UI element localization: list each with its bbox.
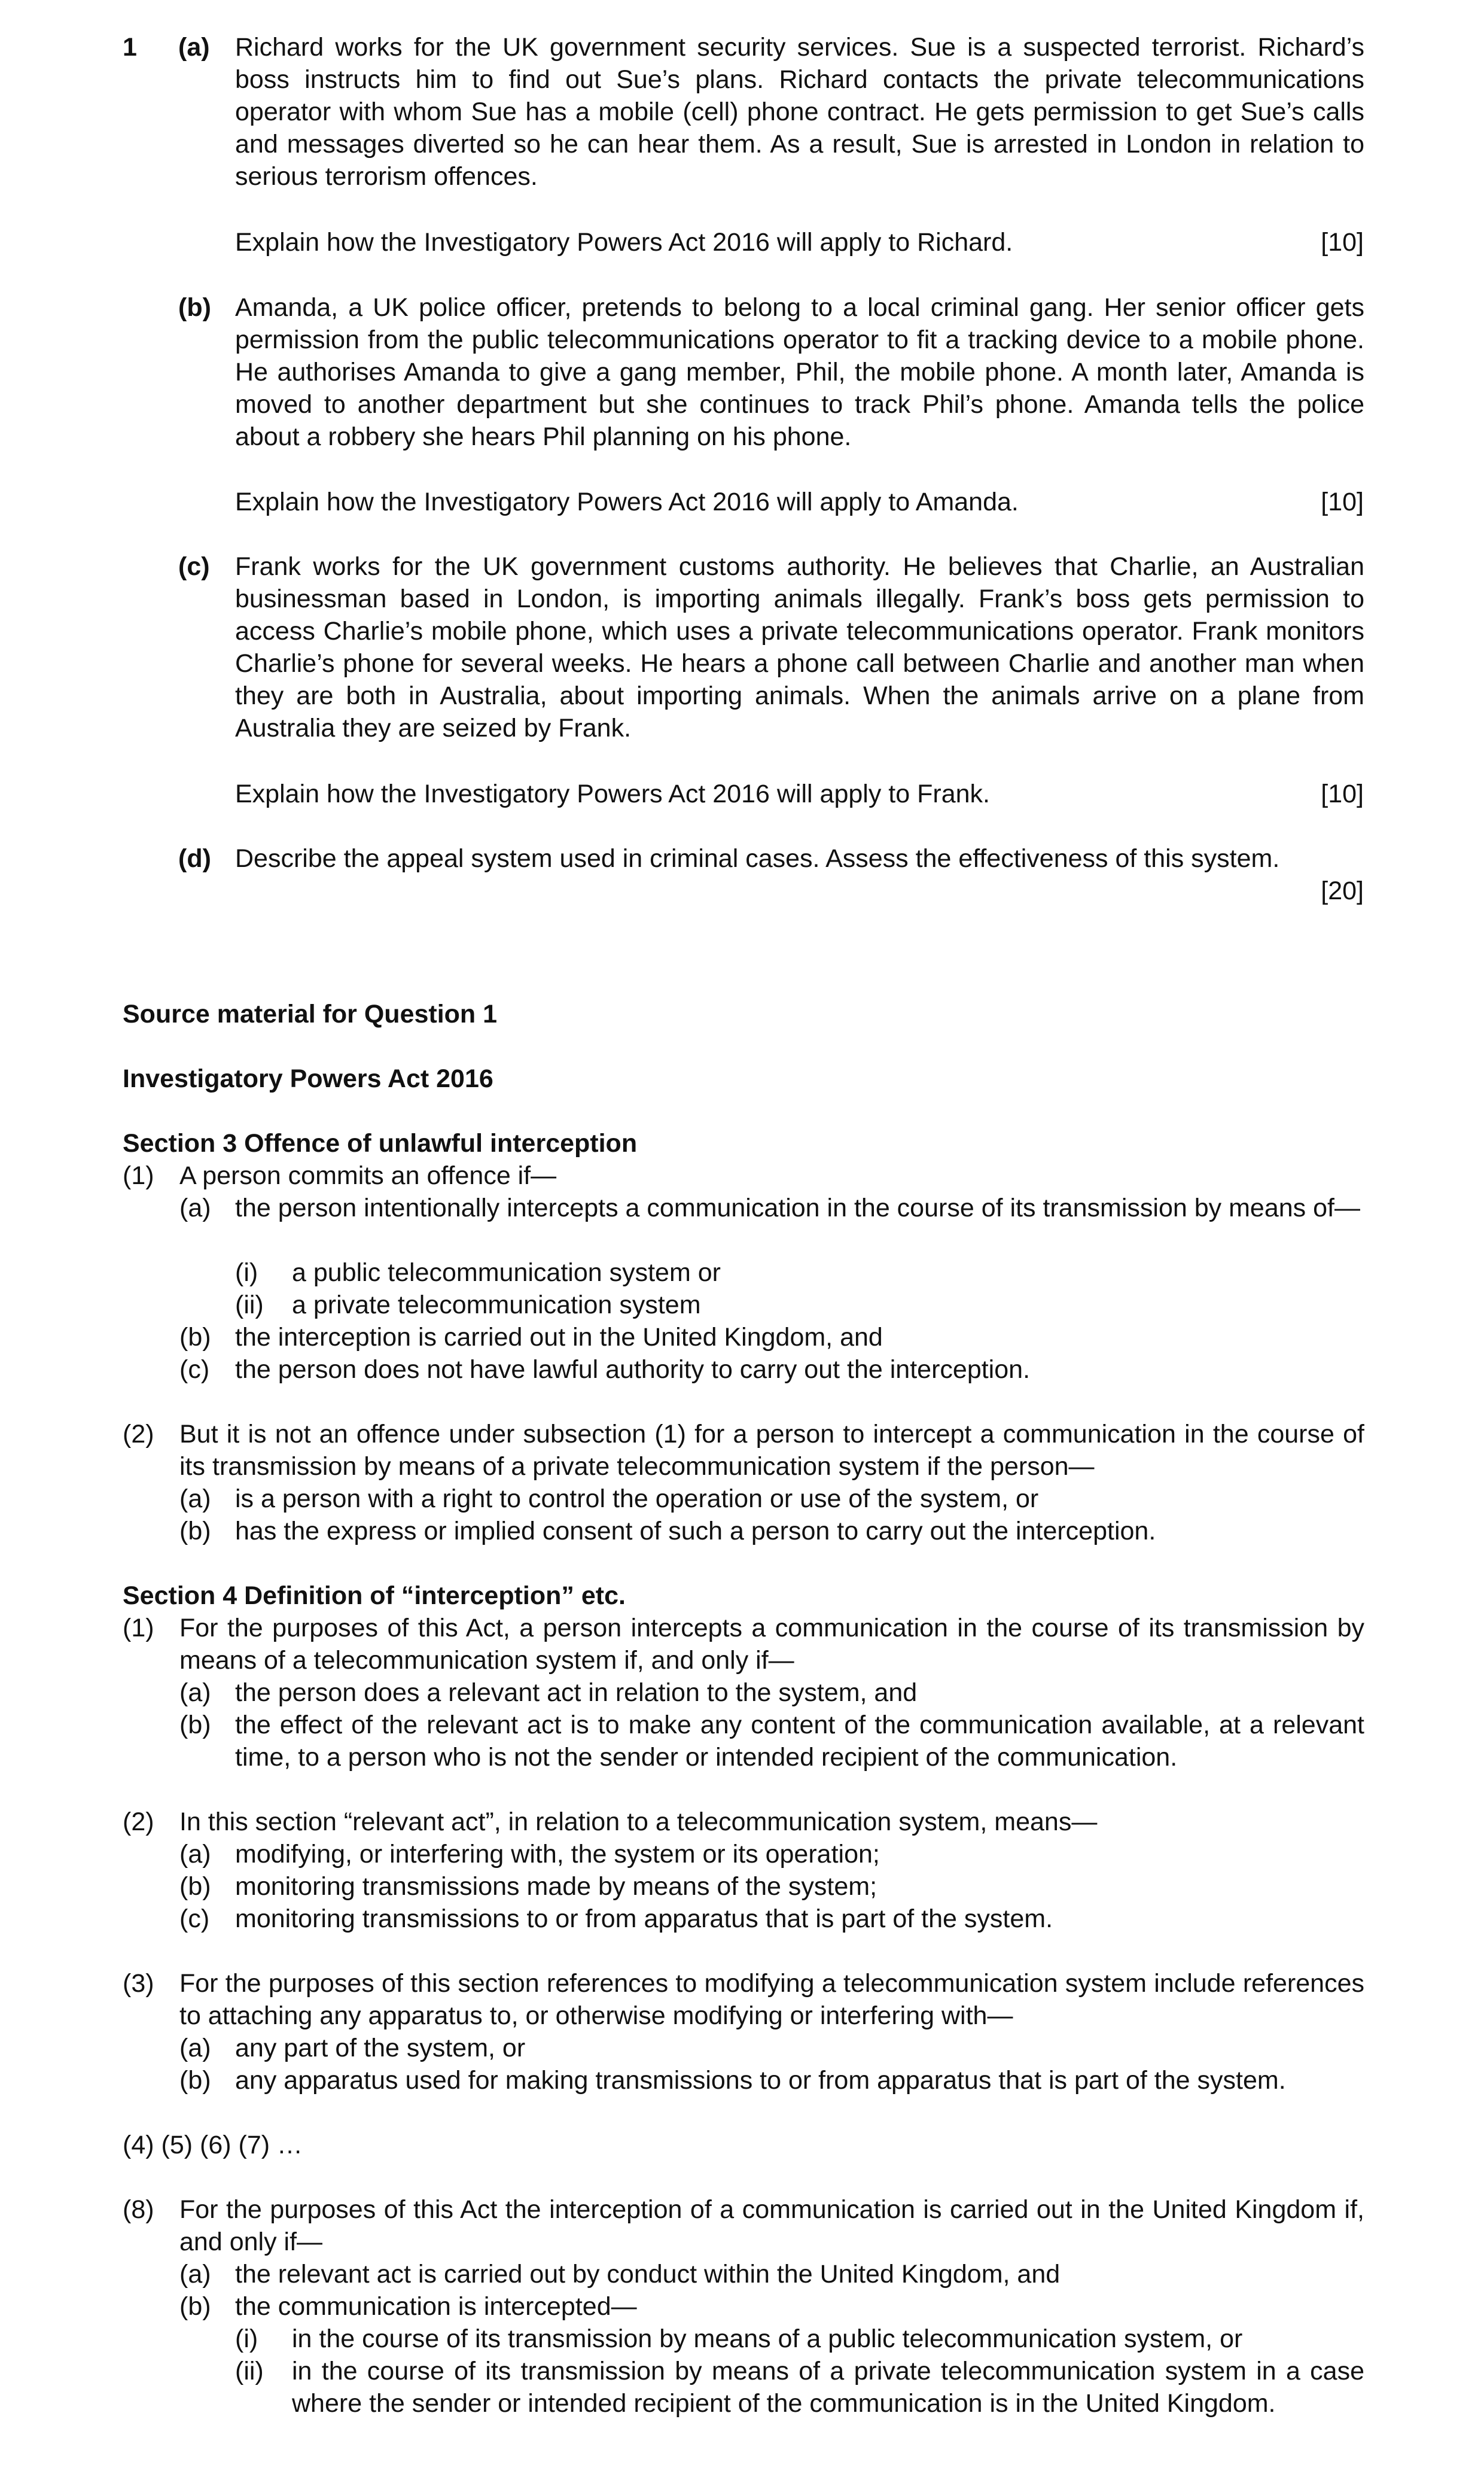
source-heading: Source material for Question 1 xyxy=(123,1000,498,1029)
clause-number: (a) xyxy=(179,1194,211,1222)
section-3-heading: Section 3 Offence of unlawful interception xyxy=(123,1129,638,1158)
clause-text: the effect of the relevant act is to make any content of the communication available, at a relevant time, to a person who is not the sender or intended recipient of the communication. xyxy=(235,1711,1364,1772)
subclause-number: (ii) xyxy=(235,1291,264,1319)
clause-number: (b) xyxy=(179,1323,211,1352)
subsection-number: (8) xyxy=(123,2195,154,2224)
subclause-text: a public telecommunication system or xyxy=(292,1258,721,1287)
part-label: (a) xyxy=(178,33,210,62)
subsection-number: (2) xyxy=(123,1808,154,1836)
subsection-text: For the purposes of this section references to modifying a telecommunication system include references to attaching any apparatus to, or otherwise modifying or interfering with— xyxy=(179,1969,1364,2030)
part-scenario: Frank works for the UK government customs authority. He believes that Charlie, an Australian businessman based in London, is importing animals illegally. Frank’s boss gets permission to access Charlie’s mobile phone, which uses a private telecommunications operator. Frank monitors Charlie’s phone for several weeks. He hears a phone call between Charlie and another man when they are both in Australia, about importing animals. When the animals arrive on a plane from Australia they are seized by Frank. xyxy=(235,552,1364,743)
clause-number: (b) xyxy=(179,1517,211,1545)
part-marks: [10] xyxy=(1321,780,1364,808)
clause-text: monitoring transmissions made by means of the system; xyxy=(235,1872,877,1901)
subclause-text: in the course of its transmission by means of a public telecommunication system, or xyxy=(292,2324,1243,2353)
clause-number: (b) xyxy=(179,1872,211,1901)
subclause-number: (i) xyxy=(235,1258,258,1287)
subsection-number: (1) xyxy=(123,1614,154,1642)
part-task: Explain how the Investigatory Powers Act 2016 will apply to Frank. xyxy=(235,780,990,808)
section-4-heading: Section 4 Definition of “interception” etc. xyxy=(123,1581,626,1610)
clause-number: (b) xyxy=(179,2292,211,2321)
part-marks: [10] xyxy=(1321,228,1364,257)
subsection-text: But it is not an offence under subsection (1) for a person to intercept a communication in the course of its transmission by means of a private telecommunication system if the person— xyxy=(179,1420,1364,1481)
clause-number: (b) xyxy=(179,2066,211,2095)
part-marks: [10] xyxy=(1321,488,1364,516)
omitted-subsections: (4) (5) (6) (7) … xyxy=(123,2131,303,2159)
subsection-number: (1) xyxy=(123,1161,154,1190)
subsection-text: For the purposes of this Act, a person intercepts a communication in the course of its transmission by means of a telecommunication system if, and only if— xyxy=(179,1614,1364,1675)
clause-text: modifying, or interfering with, the system or its operation; xyxy=(235,1840,880,1869)
part-scenario: Amanda, a UK police officer, pretends to belong to a local criminal gang. Her senior officer gets permission from the public telecommunications operator to fit a tracking device to a mobile phone. He authorises Amanda to give a gang member, Phil, the mobile phone. A month later, Amanda is moved to another department but she continues to track Phil’s phone. Amanda tells the police about a robbery she hears Phil planning on his phone. xyxy=(235,293,1364,451)
part-label: (d) xyxy=(178,844,211,873)
clause-number: (a) xyxy=(179,2034,211,2062)
clause-text: is a person with a right to control the operation or use of the system, or xyxy=(235,1484,1039,1513)
subsection-number: (3) xyxy=(123,1969,154,1998)
act-title: Investigatory Powers Act 2016 xyxy=(123,1064,493,1093)
clause-number: (c) xyxy=(179,1904,210,1933)
clause-text: any apparatus used for making transmissions to or from apparatus that is part of the system. xyxy=(235,2066,1286,2095)
subsection-text: A person commits an offence if— xyxy=(179,1161,557,1190)
clause-number: (a) xyxy=(179,2260,211,2289)
subclause-number: (i) xyxy=(235,2324,258,2353)
clause-text: the relevant act is carried out by conduct within the United Kingdom, and xyxy=(235,2260,1061,2289)
clause-number: (a) xyxy=(179,1840,211,1869)
subsection-text: For the purposes of this Act the interception of a communication is carried out in the United Kingdom if, and only if— xyxy=(179,2195,1364,2256)
clause-number: (a) xyxy=(179,1678,211,1707)
part-task: Explain how the Investigatory Powers Act 2016 will apply to Richard. xyxy=(235,228,1013,257)
clause-text: the communication is intercepted— xyxy=(235,2292,637,2321)
clause-number: (a) xyxy=(179,1484,211,1513)
question-number: 1 xyxy=(123,33,137,62)
clause-number: (c) xyxy=(179,1355,210,1384)
part-task: Describe the appeal system used in criminal cases. Assess the effectiveness of this system. xyxy=(235,844,1280,873)
clause-text: the interception is carried out in the United Kingdom, and xyxy=(235,1323,883,1352)
clause-text: the person does not have lawful authority to carry out the interception. xyxy=(235,1355,1031,1384)
subclause-text: a private telecommunication system xyxy=(292,1291,701,1319)
part-label: (c) xyxy=(178,552,210,581)
subsection-number: (2) xyxy=(123,1420,154,1449)
part-label: (b) xyxy=(178,293,211,322)
clause-text: the person does a relevant act in relation to the system, and xyxy=(235,1678,918,1707)
subclause-number: (ii) xyxy=(235,2357,264,2385)
part-task: Explain how the Investigatory Powers Act 2016 will apply to Amanda. xyxy=(235,488,1019,516)
part-marks: [20] xyxy=(1321,877,1364,905)
subsection-text: In this section “relevant act”, in relation to a telecommunication system, means— xyxy=(179,1808,1098,1836)
subclause-text: in the course of its transmission by means of a private telecommunication system in a case where the sender or intended recipient of the communication is in the United Kingdom. xyxy=(292,2357,1364,2418)
clause-text: monitoring transmissions to or from apparatus that is part of the system. xyxy=(235,1904,1053,1933)
part-scenario: Richard works for the UK government security services. Sue is a suspected terrorist. Richard’s boss instructs him to find out Sue’s plans. Richard contacts the private telecommunications operator with whom Sue has a mobile (cell) phone contract. He gets permission to get Sue’s calls and messages diverted so he can hear them. As a result, Sue is arrested in London in relation to serious terrorism offences. xyxy=(235,33,1364,191)
clause-number: (b) xyxy=(179,1711,211,1739)
clause-text: has the express or implied consent of such a person to carry out the interception. xyxy=(235,1517,1156,1545)
clause-text: any part of the system, or xyxy=(235,2034,526,2062)
clause-text: the person intentionally intercepts a communication in the course of its transmission by means of— xyxy=(235,1194,1360,1222)
